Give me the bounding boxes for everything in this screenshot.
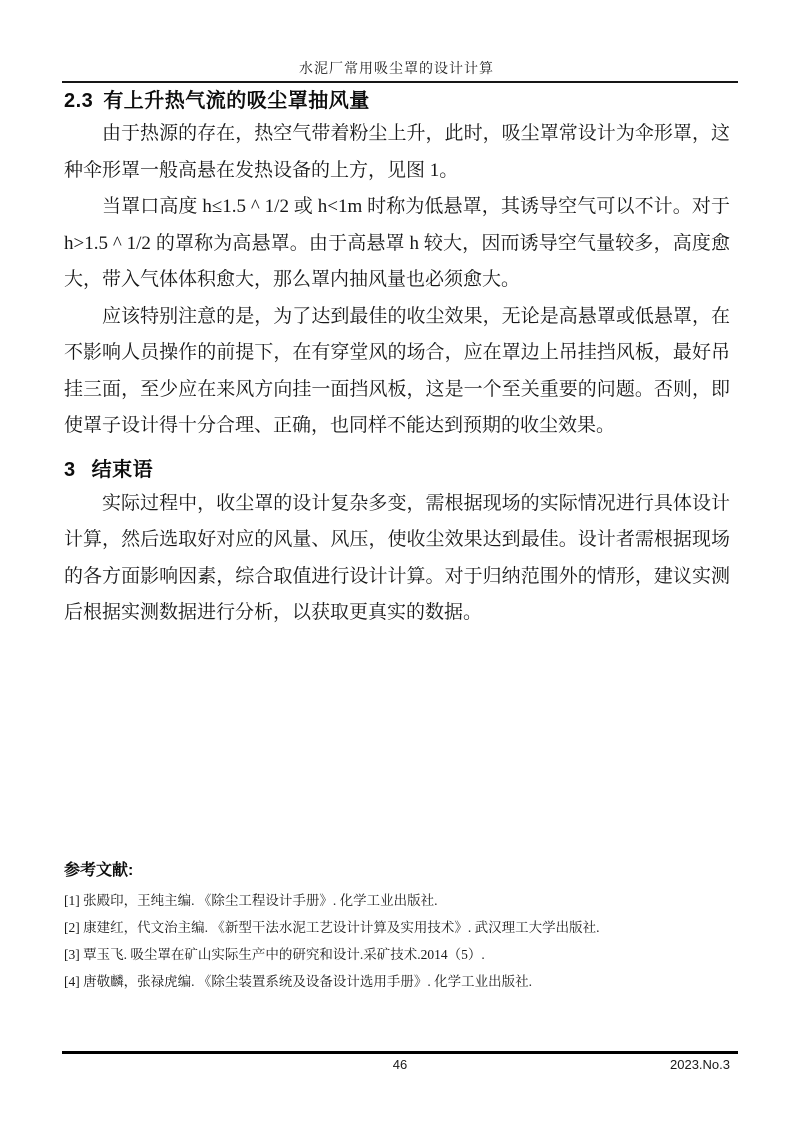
reference-item: [3] 覃玉飞. 吸尘罩在矿山实际生产中的研究和设计.采矿技术.2014（5）. — [64, 947, 485, 962]
section-3-number: 3 — [64, 458, 76, 481]
section-3-title: 结束语 — [91, 458, 154, 481]
references-section — [64, 860, 730, 995]
paragraph-wind-baffle: 应该特别注意的是，为了达到最佳的收尘效果，无论是高悬罩或低悬罩，在不影响人员操作的前提下，在有穿堂风的场合，应在罩边上吊挂挡风板，最好吊挂三面，至少应在来风方向挂一面挡风板，这是一个至关重要的问题。否则，即使罩子设计得十分合理、正确，也同样不能达到预期的收尘效果。 — [64, 305, 730, 436]
references-heading: 参考文献: — [64, 862, 134, 879]
section-2-3-number: 2.3 — [64, 90, 94, 112]
paragraph-heat-source: 由于热源的存在，热空气带着粉尘上升，此时，吸尘罩常设计为伞形罩，这种伞形罩一般高悬在发热设备的上方，见图 1。 — [64, 123, 730, 181]
reference-item: [2] 康建红，代文治主编. 《新型干法水泥工艺设计计算及实用技术》. 武汉理工大学出版社. — [64, 920, 600, 935]
footer-rule — [62, 1051, 738, 1054]
section-2-3-heading — [64, 86, 730, 116]
reference-item: [1] 张殿印，王纯主编. 《除尘工程设计手册》. 化学工业出版社. — [64, 893, 438, 908]
footer-issue-label: 2023.No.3 — [670, 1057, 730, 1072]
footer — [62, 1057, 738, 1077]
section-3-heading — [64, 445, 730, 486]
footer-page-number: 46 — [392, 1057, 408, 1072]
reference-item: [4] 唐敬麟，张禄虎编. 《除尘装置系统及设备设计选用手册》. 化学工业出版社. — [64, 974, 532, 989]
header-rule — [62, 81, 738, 83]
paragraph-conclusion: 实际过程中，收尘罩的设计复杂多变，需根据现场的实际情况进行具体设计计算，然后选取好对应的风量、风压，使收尘效果达到最佳。设计者需根据现场的各方面影响因素，综合取值进行设计计算。对于归纳范围外的情形，建议实测后根据实测数据进行分析，以获取更真实的数据。 — [64, 492, 730, 623]
paragraph-hood-height: 当罩口高度 h≤1.5 ^ 1/2 或 h<1m 时称为低悬罩，其诱导空气可以不计。对于 h>1.5 ^ 1/2 的罩称为高悬罩。由于高悬罩 h 较大，因而诱导空气量较多，高度愈大，带入气体体积愈大，那么罩内抽风量也必须愈大。 — [64, 196, 730, 290]
references-list — [64, 887, 730, 995]
main-content — [64, 86, 730, 632]
section-2-3-title: 有上升热气流的吸尘罩抽风量 — [103, 90, 370, 112]
running-header-title: 水泥厂常用吸尘罩的设计计算 — [299, 62, 494, 77]
